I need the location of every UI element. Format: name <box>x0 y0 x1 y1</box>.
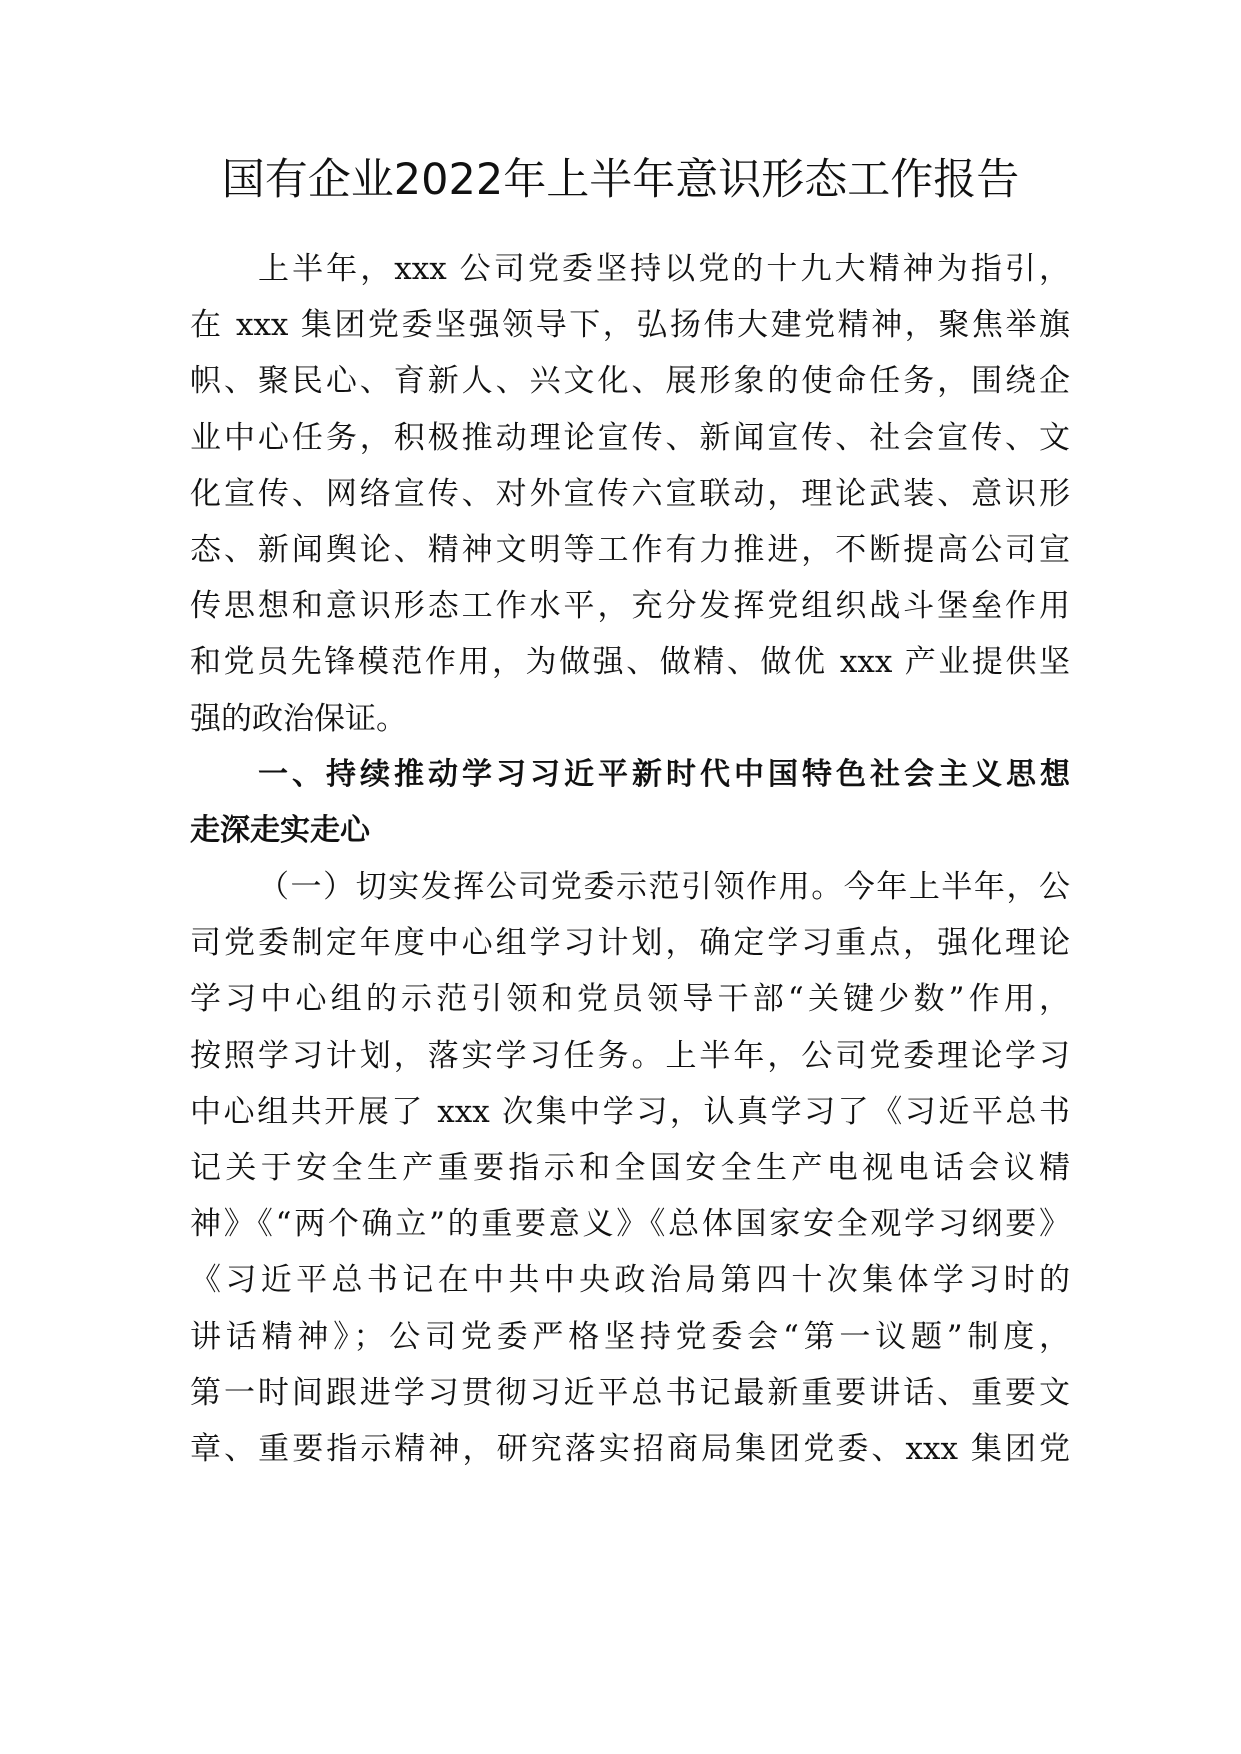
body-line: 在 xxx 集团党委坚强领导下，弘扬伟大建党精神，聚焦举旗 <box>190 307 1070 344</box>
body-line: 神》《“两个确立”的重要意义》《总体国家安全观学习纲要》 <box>190 1206 1070 1243</box>
body-line: 业中心任务，积极推动理论宣传、新闻宣传、社会宣传、文 <box>190 419 1070 456</box>
body-line: 讲话精神》；公司党委严格坚持党委会“第一议题”制度， <box>190 1318 1070 1355</box>
body-line: 中心组共开展了 xxx 次集中学习，认真学习了《习近平总书 <box>190 1093 1070 1130</box>
body-line: 《习近平总书记在中共中央政治局第四十次集体学习时的 <box>190 1262 1070 1299</box>
document-body <box>190 241 1070 1477</box>
body-line: 化宣传、网络宣传、对外宣传六宣联动，理论武装、意识形 <box>190 475 1070 512</box>
document-title: 国有企业2022年上半年意识形态工作报告 <box>221 155 1020 205</box>
body-line: 章、重要指示精神，研究落实招商局集团党委、xxx 集团党 <box>190 1430 1070 1467</box>
body-line: 第一时间跟进学习贯彻习近平总书记最新重要讲话、重要文 <box>190 1374 1070 1411</box>
section-heading: 走深走实走心 <box>190 812 370 848</box>
body-line: 和党员先锋模范作用，为做强、做精、做优 xxx 产业提供坚 <box>190 644 1070 681</box>
body-line: 学习中心组的示范引领和党员领导干部“关键少数”作用， <box>190 981 1070 1018</box>
body-line: 传思想和意识形态工作水平，充分发挥党组织战斗堡垒作用 <box>190 588 1070 625</box>
body-line: 按照学习计划，落实学习任务。上半年，公司党委理论学习 <box>190 1037 1070 1074</box>
body-line: 强的政治保证。 <box>190 700 407 737</box>
body-line: 帜、聚民心、育新人、兴文化、展形象的使命任务，围绕企 <box>190 363 1070 400</box>
section-heading: 一、持续推动学习习近平新时代中国特色社会主义思想 <box>258 756 1070 792</box>
body-line: 记关于安全生产重要指示和全国安全生产电视电话会议精 <box>190 1150 1070 1186</box>
body-line: 司党委制定年度中心组学习计划，确定学习重点，强化理论 <box>190 925 1070 962</box>
body-line: （一）切实发挥公司党委示范引领作用。今年上半年，公 <box>258 869 1070 906</box>
body-line: 上半年，xxx 公司党委坚持以党的十九大精神为指引， <box>258 251 1070 287</box>
body-line: 态、新闻舆论、精神文明等工作有力推进，不断提高公司宣 <box>190 531 1070 568</box>
